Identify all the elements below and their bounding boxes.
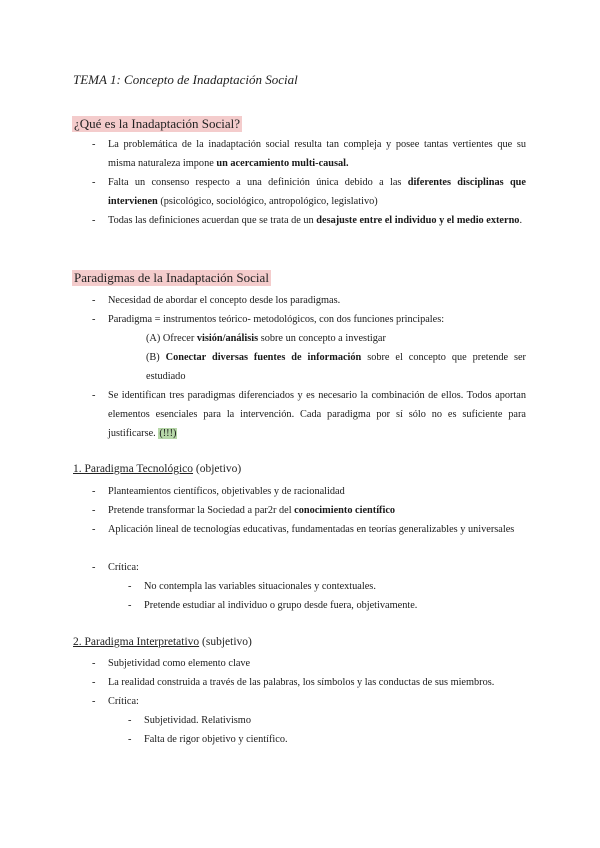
bullet-text: Planteamientos científicos, objetivables y de racionalidad: [108, 486, 345, 497]
bullet-dash: -: [128, 715, 132, 726]
bullet-dash: -: [92, 177, 96, 188]
bullet-dash: -: [92, 658, 96, 669]
bullet-text: Falta un consenso respecto a una definición única debido a las diferentes disciplinas que intervienen (psicológico, sociológico, antropológico, legislativo): [108, 177, 526, 207]
bullet-dash: -: [92, 562, 96, 573]
sub-bullet-text: Falta de rigor objetivo y científico.: [144, 734, 288, 745]
page-title: TEMA 1: Concepto de Inadaptación Social: [73, 72, 298, 87]
bullet-text: Paradigma = instrumentos teórico- metodológicos, con dos funciones principales:: [108, 314, 445, 325]
bullet-dash: -: [92, 314, 96, 325]
bullet-dash: -: [128, 600, 132, 611]
sub-bullet-text: Subjetividad. Relativismo: [144, 715, 251, 726]
bullet-dash: -: [92, 486, 96, 497]
bullet-text: La realidad construida a través de las palabras, los símbolos y las conductas de sus miembros.: [108, 677, 495, 688]
section-heading-paradigmas: Paradigmas de la Inadaptación Social: [74, 270, 269, 285]
bullet-dash: -: [92, 677, 96, 688]
bullet-text: Aplicación lineal de tecnologías educativas, fundamentadas en teorías generalizables y universales: [108, 524, 515, 535]
highlight-note: (!!!): [159, 428, 177, 439]
sub-bullet-text: Pretende estudiar al individuo o grupo desde fuera, objetivamente.: [144, 600, 418, 611]
bullet-text: Todas las definiciones acuerdan que se trata de un desajuste entre el individuo y el medio externo.: [108, 215, 523, 226]
bullet-text: Necesidad de abordar el concepto desde los paradigmas.: [108, 295, 341, 306]
section-heading-interpretativo: 2. Paradigma Interpretativo (subjetivo): [73, 636, 252, 648]
bullet-dash: -: [92, 139, 96, 150]
bullet-dash: -: [128, 734, 132, 745]
bullet-text: Crítica:: [108, 696, 139, 707]
bullet-text: Crítica:: [108, 562, 139, 573]
bullet-dash: -: [92, 505, 96, 516]
bullet-text: Pretende transformar la Sociedad a par2r del conocimiento científico: [108, 505, 396, 516]
bullet-dash: -: [92, 215, 96, 226]
bullet-text: La problemática de la inadaptación social resulta tan compleja y posee tantas vertientes que su misma naturaleza impone un acercamiento multi-causal.: [108, 139, 526, 169]
section-heading-tecnologico: 1. Paradigma Tecnológico (objetivo): [73, 463, 242, 475]
sub-bullet-text: No contempla las variables situacionales y contextuales.: [144, 581, 376, 592]
bullet-dash: -: [92, 696, 96, 707]
bullet-text: Subjetividad como elemento clave: [108, 658, 251, 669]
bullet-dash: -: [92, 390, 96, 401]
sub-item-b: (B) Conectar diversas fuentes de información sobre el concepto que pretende ser estudiado: [146, 352, 526, 382]
bullet-dash: -: [128, 581, 132, 592]
bullet-dash: -: [92, 295, 96, 306]
section-heading-que-es: ¿Qué es la Inadaptación Social?: [74, 116, 241, 131]
bullet-text: Se identifican tres paradigmas diferenciados y es necesario la combinación de ellos. Todos aportan elementos esenciales para la intervención. Cada paradigma por sí sólo no es suficiente para justificarse. (!!!): [108, 390, 526, 439]
sub-item-a: (A) Ofrecer visión/análisis sobre un concepto a investigar: [146, 333, 386, 344]
bullet-dash: -: [92, 524, 96, 535]
